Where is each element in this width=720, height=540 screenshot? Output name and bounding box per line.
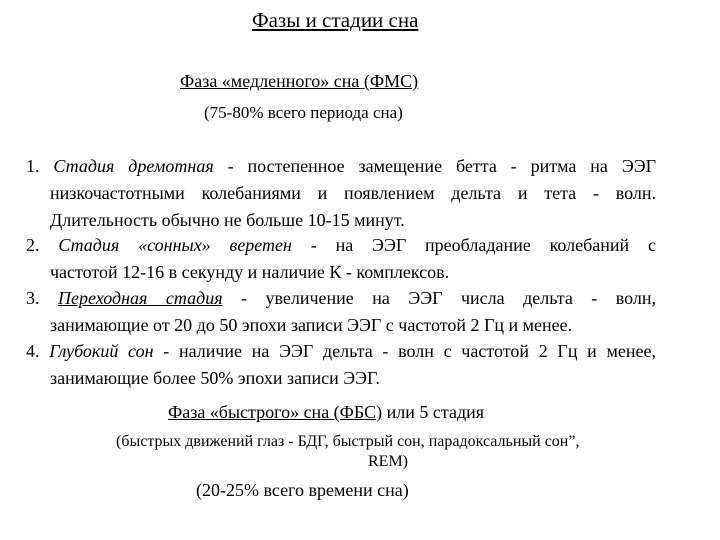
stage-2-description: - на ЭЭГ преобладание колебаний с	[291, 235, 656, 255]
stage-4-line2: занимающие более 50% эпохи записи ЭЭГ.	[50, 368, 380, 388]
slow-phase-subtitle: (75-80% всего периода сна)	[204, 103, 403, 122]
stage-2-term: Стадия «сонных» веретен	[58, 235, 292, 255]
stage-1-line1	[26, 153, 656, 180]
stage-1-description: - постепенное замещение бетта - ритма на ЭЭГ	[213, 156, 657, 176]
fast-phase-note-line2: REM)	[368, 453, 408, 470]
stage-2-line1	[26, 232, 656, 259]
page-title: Фазы и стадии сна	[252, 8, 419, 32]
stage-1-term: Стадия дремотная	[53, 156, 214, 176]
fast-phase-title: Фаза «быстрого» сна (ФБС)	[168, 402, 383, 422]
stage-4-line1	[26, 338, 656, 365]
stage-4-term: Глубокий сон	[49, 341, 154, 361]
stage-3-line2: занимающие от 20 до 50 эпохи записи ЭЭГ с частотой 2 Гц и менее.	[50, 315, 573, 335]
fast-phase-title-suffix: или 5 стадия	[382, 402, 485, 422]
stage-2-line2: частотой 12-16 в секунду и наличие К - комплексов.	[50, 262, 450, 282]
stage-4-description: - наличие на ЭЭГ дельта - волн с частотой 2 Гц и менее,	[153, 341, 657, 361]
stage-2-number: 2.	[26, 235, 40, 255]
fast-phase-heading	[168, 402, 484, 423]
stage-3-item	[26, 285, 656, 339]
stage-1-item	[26, 153, 656, 234]
slow-phase-title: Фаза «медленного» сна (ФМС)	[180, 71, 419, 91]
stage-4-item	[26, 338, 656, 392]
stage-2-item	[26, 232, 656, 286]
stage-3-description: - увеличение на ЭЭГ числа дельта - волн,	[222, 288, 656, 308]
stage-3-term: Переходная стадия	[57, 288, 223, 308]
stage-1-number: 1.	[26, 156, 40, 176]
stage-1-line2: низкочастотными колебаниями и появлением дельта и тета - волн.	[50, 183, 656, 203]
stage-3-number: 3.	[26, 288, 40, 308]
stage-1-line3: Длительность обычно не больше 10-15 минут.	[50, 210, 405, 230]
stage-4-number: 4.	[26, 341, 40, 361]
fast-phase-note-line1: (быстрых движений глаз - БДГ, быстрый сон, парадоксальный сон”,	[116, 433, 580, 450]
stage-3-line1	[26, 285, 656, 312]
fast-phase-duration: (20-25% всего времени сна)	[196, 480, 409, 500]
